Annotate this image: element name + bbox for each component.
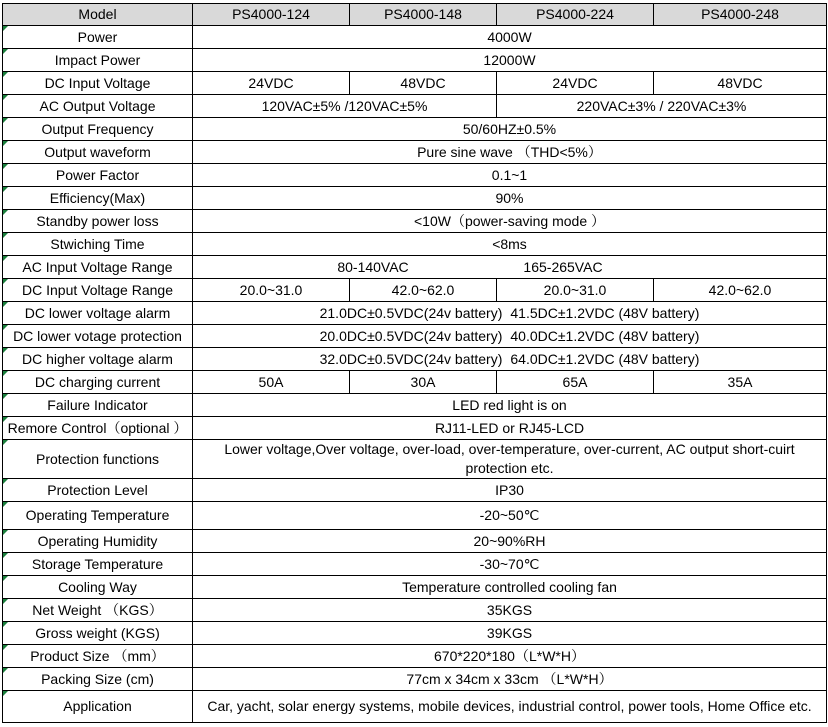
row-label: Operating Humidity bbox=[3, 530, 193, 553]
row-ac-input-voltage-range bbox=[3, 256, 827, 279]
row-gross-weight bbox=[3, 622, 827, 645]
header-model-ps4000-124: PS4000-124 bbox=[193, 4, 350, 26]
row-label: Standby power loss bbox=[3, 210, 193, 233]
row-power bbox=[3, 26, 827, 49]
row-label: AC Input Voltage Range bbox=[3, 256, 193, 279]
row-power-factor bbox=[3, 164, 827, 187]
row-value: 24VDC bbox=[497, 72, 654, 95]
row-value: 35A bbox=[654, 371, 827, 394]
row-value: 90% bbox=[193, 187, 827, 210]
value-24v: 20.0DC±0.5VDC(24v battery) bbox=[319, 327, 503, 344]
row-protection-functions bbox=[3, 440, 827, 479]
row-ac-output-voltage bbox=[3, 95, 827, 118]
row-value: 77cm x 34cm x 33cm （L*W*H） bbox=[193, 668, 827, 691]
row-label: Power bbox=[3, 26, 193, 49]
row-value: 65A bbox=[497, 371, 654, 394]
header-model-ps4000-224: PS4000-224 bbox=[497, 4, 654, 26]
row-operating-temperature bbox=[3, 502, 827, 530]
row-value: IP30 bbox=[193, 479, 827, 502]
row-value: 30A bbox=[350, 371, 497, 394]
row-value bbox=[193, 302, 827, 325]
header-model-ps4000-148: PS4000-148 bbox=[350, 4, 497, 26]
value-48v: 41.5DC±1.2VDC (48V battery) bbox=[510, 304, 700, 321]
row-dc-input-voltage bbox=[3, 72, 827, 95]
row-label: Failure Indicator bbox=[3, 394, 193, 417]
row-value: 12000W bbox=[193, 49, 827, 72]
row-label: DC lower votage protection bbox=[3, 325, 193, 348]
row-application bbox=[3, 691, 827, 723]
row-efficiency bbox=[3, 187, 827, 210]
value-48v: 64.0DC±1.2VDC (48V battery) bbox=[510, 350, 700, 367]
row-impact-power bbox=[3, 49, 827, 72]
row-label: Impact Power bbox=[3, 49, 193, 72]
row-label: Output Frequency bbox=[3, 118, 193, 141]
row-label: Protection Level bbox=[3, 479, 193, 502]
row-value: 24VDC bbox=[193, 72, 350, 95]
row-output-frequency bbox=[3, 118, 827, 141]
row-value: Temperature controlled cooling fan bbox=[193, 576, 827, 599]
row-label: DC Input Voltage Range bbox=[3, 279, 193, 302]
row-value: LED red light is on bbox=[193, 394, 827, 417]
row-value bbox=[193, 256, 827, 279]
row-label: Protection functions bbox=[3, 440, 193, 479]
ac-input-range-high: 165-265VAC bbox=[523, 258, 603, 275]
ac-input-range-low: 80-140VAC bbox=[337, 258, 409, 275]
row-value: Lower voltage,Over voltage, over-load, over-temperature, over-current, AC output short-cuirt protection etc. bbox=[193, 440, 827, 479]
row-value: 20.0~31.0 bbox=[497, 279, 654, 302]
row-failure-indicator bbox=[3, 394, 827, 417]
row-label: Net Weight （KGS） bbox=[3, 599, 193, 622]
header-model-label: Model bbox=[3, 4, 193, 26]
row-label: Gross weight (KGS) bbox=[3, 622, 193, 645]
row-value: Car, yacht, solar energy systems, mobile devices, industrial control, power tools, Home Office etc. bbox=[193, 691, 827, 723]
row-value: 120VAC±5% /120VAC±5% bbox=[193, 95, 497, 118]
row-value: 48VDC bbox=[654, 72, 827, 95]
row-value: RJ11-LED or RJ45-LCD bbox=[193, 417, 827, 440]
row-value: 670*220*180（L*W*H） bbox=[193, 645, 827, 668]
row-protection-level bbox=[3, 479, 827, 502]
row-packing-size bbox=[3, 668, 827, 691]
row-label: Product Size （mm） bbox=[3, 645, 193, 668]
row-output-waveform bbox=[3, 141, 827, 164]
row-value: <8ms bbox=[193, 233, 827, 256]
row-value bbox=[193, 348, 827, 371]
row-value: 4000W bbox=[193, 26, 827, 49]
row-label: Cooling Way bbox=[3, 576, 193, 599]
row-value: 220VAC±3% / 220VAC±3% bbox=[497, 95, 827, 118]
row-storage-temperature bbox=[3, 553, 827, 576]
row-dc-lower-voltage-protection bbox=[3, 325, 827, 348]
row-standby-power-loss bbox=[3, 210, 827, 233]
row-value: -20~50℃ bbox=[193, 502, 827, 530]
row-label: Output waveform bbox=[3, 141, 193, 164]
row-label: DC higher voltage alarm bbox=[3, 348, 193, 371]
row-label: DC Input Voltage bbox=[3, 72, 193, 95]
row-label: Efficiency(Max) bbox=[3, 187, 193, 210]
row-value: 42.0~62.0 bbox=[350, 279, 497, 302]
row-product-size bbox=[3, 645, 827, 668]
row-value: 20~90%RH bbox=[193, 530, 827, 553]
row-label: AC Output Voltage bbox=[3, 95, 193, 118]
row-cooling-way bbox=[3, 576, 827, 599]
row-value: 50/60HZ±0.5% bbox=[193, 118, 827, 141]
row-value: 35KGS bbox=[193, 599, 827, 622]
row-dc-higher-voltage-alarm bbox=[3, 348, 827, 371]
row-label: Power Factor bbox=[3, 164, 193, 187]
row-dc-charging-current bbox=[3, 371, 827, 394]
row-dc-input-voltage-range bbox=[3, 279, 827, 302]
row-label: Remore Control（optional ） bbox=[3, 417, 193, 440]
row-value bbox=[193, 325, 827, 348]
row-label: Stwiching Time bbox=[3, 233, 193, 256]
row-net-weight bbox=[3, 599, 827, 622]
row-value: Pure sine wave （THD<5%） bbox=[193, 141, 827, 164]
row-value: 39KGS bbox=[193, 622, 827, 645]
row-value: 0.1~1 bbox=[193, 164, 827, 187]
value-24v: 21.0DC±0.5VDC(24v battery) bbox=[319, 304, 503, 321]
header-model-ps4000-248: PS4000-248 bbox=[654, 4, 827, 26]
value-48v: 40.0DC±1.2VDC (48V battery) bbox=[510, 327, 700, 344]
spec-table bbox=[2, 3, 827, 723]
row-value: 48VDC bbox=[350, 72, 497, 95]
row-switching-time bbox=[3, 233, 827, 256]
row-label: Operating Temperature bbox=[3, 502, 193, 530]
row-label: DC lower voltage alarm bbox=[3, 302, 193, 325]
row-operating-humidity bbox=[3, 530, 827, 553]
row-value: 20.0~31.0 bbox=[193, 279, 350, 302]
row-label: Packing Size (cm) bbox=[3, 668, 193, 691]
row-value: 42.0~62.0 bbox=[654, 279, 827, 302]
row-remote-control bbox=[3, 417, 827, 440]
row-value: <10W（power-saving mode ） bbox=[193, 210, 827, 233]
header-row bbox=[3, 4, 827, 26]
row-dc-lower-voltage-alarm bbox=[3, 302, 827, 325]
row-value: 50A bbox=[193, 371, 350, 394]
value-24v: 32.0DC±0.5VDC(24v battery) bbox=[319, 350, 503, 367]
row-value: -30~70℃ bbox=[193, 553, 827, 576]
row-label: Application bbox=[3, 691, 193, 723]
row-label: Storage Temperature bbox=[3, 553, 193, 576]
row-label: DC charging current bbox=[3, 371, 193, 394]
